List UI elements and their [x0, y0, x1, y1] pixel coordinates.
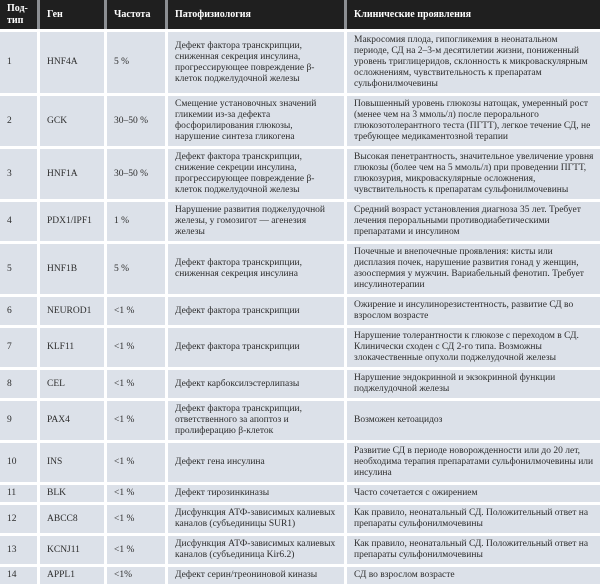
pathophysiology-cell: Дефект гена инсулина — [168, 443, 344, 482]
gene-cell: CEL — [40, 370, 104, 398]
subtype-cell: 14 — [0, 567, 37, 584]
subtype-cell: 8 — [0, 370, 37, 398]
gene-cell: KLF11 — [40, 328, 104, 367]
clinical-cell: Возможен кетоацидоз — [347, 401, 600, 440]
pathophysiology-cell: Нарушение развития поджелудочной железы, у гомозигот — агенезия железы — [168, 202, 344, 241]
gene-cell: NEUROD1 — [40, 297, 104, 325]
frequency-cell: 30–50 % — [107, 96, 165, 146]
subtype-cell: 4 — [0, 202, 37, 241]
subtype-cell: 12 — [0, 505, 37, 533]
frequency-cell: <1 % — [107, 328, 165, 367]
frequency-cell: 5 % — [107, 32, 165, 93]
pathophysiology-cell: Дефект фактора транскрипции, сниженная секреция инсулина, прогрессирующее повреждение β-клеток поджелудочной железы — [168, 32, 344, 93]
pathophysiology-cell: Дефект серин/треониновой киназы — [168, 567, 344, 584]
pathophysiology-cell: Дисфункция АТФ-зависимых калиевых каналов (субъединицы SUR1) — [168, 505, 344, 533]
pathophysiology-cell: Дефект карбоксилэстерлипазы — [168, 370, 344, 398]
frequency-cell: <1 % — [107, 505, 165, 533]
subtype-cell: 2 — [0, 96, 37, 146]
gene-cell: BLK — [40, 485, 104, 502]
frequency-cell: 1 % — [107, 202, 165, 241]
clinical-cell: СД во взрослом возрасте — [347, 567, 600, 584]
subtype-cell: 6 — [0, 297, 37, 325]
pathophysiology-cell: Дефект тирозинкиназы — [168, 485, 344, 502]
subtype-cell: 9 — [0, 401, 37, 440]
frequency-cell: <1 % — [107, 485, 165, 502]
clinical-cell: Средний возраст установления диагноза 35 лет. Требует лечения пероральными противодиабетическими препаратами и инсулином — [347, 202, 600, 241]
clinical-cell: Развитие СД в периоде новорожденности или до 20 лет, необходима терапия препаратами сульфонилмочевины или инсулина — [347, 443, 600, 482]
clinical-cell: Почечные и внепочечные проявления: кисты или дисплазия почек, нарушение развития гонад у женщин, азооспермия у мужчин. Вариабельный фенотип. Требует инсулинотерапии — [347, 244, 600, 294]
clinical-cell: Нарушение эндокринной и экзокринной функции поджелудочной железы — [347, 370, 600, 398]
clinical-cell: Нарушение толерантности к глюкозе с переходом в СД. Клинически сходен с СД 2-го типа. Возможны злокачественные опухоли поджелудочной железы — [347, 328, 600, 367]
clinical-cell: Часто сочетается с ожирением — [347, 485, 600, 502]
pathophysiology-cell: Дефект фактора транскрипции, снижение секреции инсулина, прогрессирующее повреждение β-клеток поджелудочной железы — [168, 149, 344, 199]
clinical-cell: Как правило, неонатальный СД. Положительный ответ на препараты сульфонилмочевины — [347, 536, 600, 564]
subtype-cell: 11 — [0, 485, 37, 502]
gene-cell: HNF1B — [40, 244, 104, 294]
clinical-cell: Повышенный уровень глюкозы натощак, умеренный рост (менее чем на 3 ммоль/л) после перорального глюкозотолерантного теста (ПГТТ), легкое течение СД, не требующее медикаментозной терапии — [347, 96, 600, 146]
pathophysiology-cell: Дефект фактора транскрипции, ответственного за апоптоз и пролиферацию β-клеток — [168, 401, 344, 440]
gene-cell: PDX1/IPF1 — [40, 202, 104, 241]
frequency-cell: 30–50 % — [107, 149, 165, 199]
gene-cell: GCK — [40, 96, 104, 146]
header-cell-frequency: Частота — [107, 0, 165, 29]
clinical-cell: Ожирение и инсулинорезистентность, развитие СД во взрослом возрасте — [347, 297, 600, 325]
header-cell-subtype: Под-тип — [0, 0, 37, 29]
frequency-cell: <1% — [107, 567, 165, 584]
subtype-cell: 10 — [0, 443, 37, 482]
frequency-cell: <1 % — [107, 536, 165, 564]
header-cell-pathophysiology: Патофизиология — [168, 0, 344, 29]
subtype-cell: 13 — [0, 536, 37, 564]
clinical-cell: Макросомия плода, гипогликемия в неонатальном периоде, СД на 2–3-м десятилетии жизни, пониженный уровень триглицеридов, склонность к микроваскулярным осложнениям, чувствительность к препаратам сульфонилмочевины — [347, 32, 600, 93]
frequency-cell: <1 % — [107, 443, 165, 482]
gene-cell: APPL1 — [40, 567, 104, 584]
gene-cell: INS — [40, 443, 104, 482]
header-cell-clinical: Клинические проявления — [347, 0, 600, 29]
frequency-cell: 5 % — [107, 244, 165, 294]
subtype-cell: 3 — [0, 149, 37, 199]
subtype-cell: 7 — [0, 328, 37, 367]
pathophysiology-cell: Смещение установочных значений гликемии из-за дефекта фосфорилирования глюкозы, нарушение синтеза гликогена — [168, 96, 344, 146]
gene-cell: HNF4A — [40, 32, 104, 93]
subtype-cell: 5 — [0, 244, 37, 294]
clinical-cell: Высокая пенетрантность, значительное увеличение уровня глюкозы (более чем на 5 ммоль/л) при проведении ПГТТ, глюкозурия, микроваскулярные осложнения, чувствительность к препаратам сульфонилмочевины — [347, 149, 600, 199]
gene-cell: HNF1A — [40, 149, 104, 199]
frequency-cell: <1 % — [107, 370, 165, 398]
frequency-cell: <1 % — [107, 401, 165, 440]
gene-cell: ABCC8 — [40, 505, 104, 533]
pathophysiology-cell: Дисфункция АТФ-зависимых калиевых каналов (субъединица Kir6.2) — [168, 536, 344, 564]
clinical-cell: Как правило, неонатальный СД. Положительный ответ на препараты сульфонилмочевины — [347, 505, 600, 533]
header-cell-gene: Ген — [40, 0, 104, 29]
gene-cell: KCNJ11 — [40, 536, 104, 564]
pathophysiology-cell: Дефект фактора транскрипции — [168, 328, 344, 367]
pathophysiology-cell: Дефект фактора транскрипции, сниженная секреция инсулина — [168, 244, 344, 294]
gene-cell: PAX4 — [40, 401, 104, 440]
pathophysiology-cell: Дефект фактора транскрипции — [168, 297, 344, 325]
subtype-cell: 1 — [0, 32, 37, 93]
frequency-cell: <1 % — [107, 297, 165, 325]
